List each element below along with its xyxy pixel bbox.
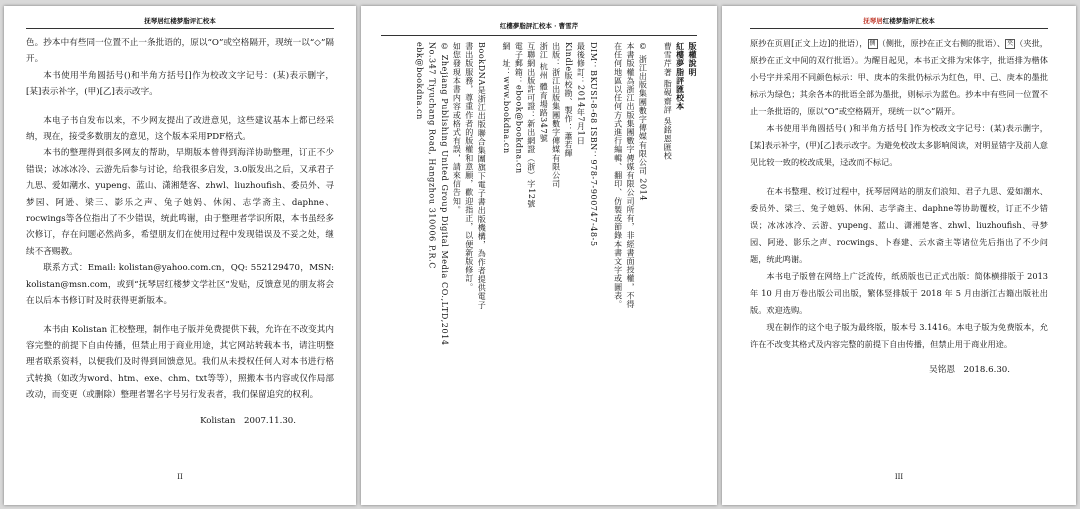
- boxed-mark: 夹: [1007, 40, 1014, 47]
- vertical-text-column: 如您發現本書内容或格式有誤，請來信告知。: [452, 42, 462, 214]
- paragraph: 联系方式：Email: kolistan@yahoo.com.cn，QQ: 552129470，MSN: kolistan@msn.com，或到“抚琴居红楼梦文学社区”发贴，反馈意见的朋友将会在以后本书修订时及时获得更新版本。: [26, 263, 334, 307]
- signature: Kolistan 2007.11.30.: [200, 415, 296, 426]
- vertical-text-column: 網 址：www.bookdna.cn: [502, 42, 511, 154]
- paragraph: 本书使用半角圆括号()和半角方括号[]作为校改文字记号：(某)表示删字，[某]表示补字，(甲)[乙]表示改字。: [26, 70, 334, 98]
- vertical-text-column: Kindle版校勘、製作：蕭若輝: [564, 42, 573, 158]
- boxed-mark: 侧: [869, 40, 876, 47]
- vertical-text-column: 電子郵箱：ebook@bookdna.cn: [514, 42, 524, 174]
- vertical-text-column: BookDNA是浙江出版聯合集團旗下電子書出版機構，為作者提供電子: [477, 42, 487, 310]
- paragraph: 现在制作的这个电子版为最终版，版本号 3.1416。本电子版为免费版本，允许在不改变其格式及内容完整的前提下自由传播，但禁止用于商业用途。: [750, 322, 1048, 349]
- paragraph: 本书电子版曾在网络上广泛流传，纸质版也已正式出版：简体横排版于 2013 年 10 月由万卷出版公司出版，繁体竖排版于 2018 年 5 月由浙江古籍出版社出版。欢迎选购。: [750, 271, 1048, 315]
- paragraph: 在本书整理、校订过程中，抚琴居网站的朋友们浪知、君子九思、爱如潮水、委员外、梁三、兔子她妈、休闲、志学斋主、daphne等协助覆校，订正不少错误；冰冰冰冷、云游、yupeng、蓝山、潇湘楚客、zhwl、liuzhoufish、寻梦园、阿逊、影乐之声、rocwings、卜春建、云水斋主等诸位先后指出了不少问题，统此鸣谢。: [750, 186, 1048, 264]
- paragraph-text: （夹批，原抄在正文中间的双行批语）。为醒目起见，本书正文排为宋体字，批语排为楷体小号字并采用不同颜色标示：甲、庚本的朱批仍标示为红色，甲、己、庚本的墨批标示为绿色；其余各本的批语全部为墨批，则标示为蓝色。抄本中有些同一位置不止一条批语的，原以“O”或空格隔开，现统一以“◇”隔开。: [750, 38, 1048, 116]
- paragraph-text: （侧批，原抄在正文右侧的批语）、: [877, 38, 1006, 48]
- vertical-text-column: 紅樓夢脂評匯校本: [675, 42, 686, 111]
- page-header: 红樓夢脂評汇校本 · 曹雪芹: [499, 22, 579, 30]
- header-accent: 抚琴居: [863, 17, 883, 25]
- vertical-text-column: © Zhejiang Publishing United Group Digital Media CO.,LTD,2014: [440, 42, 449, 346]
- vertical-text-column: 最後修訂：2014年7月1日: [576, 42, 586, 145]
- vertical-text-column: 書出版服務，尊重作者的版權和意願，歡迎指正，以便新版修訂。: [464, 42, 474, 292]
- paragraph: 本电子书自发布以来，不少网友提出了改进意见，这些建议基本上都已经采纳，现在，接受多数朋友的意见，这个版本采用PDF格式。: [26, 115, 334, 143]
- vertical-text-column: 版權說明: [688, 42, 698, 77]
- vertical-text-column: 在任何地區以任何方式進行編輯、翻印、仿製或節錄本書文字或圖表。: [613, 42, 623, 309]
- vertical-text-column: 本書版權為浙江出版集團數字傳媒有限公司所有，非經書面授權，不得: [626, 42, 635, 309]
- vertical-text-column: © 浙江出版集團數字傳媒有限公司 2014: [638, 42, 648, 202]
- vertical-text-column: No.347 Tiyuchang Road, Hangzhou 310006 P.R.C: [427, 42, 437, 270]
- vertical-text-column: 曹雪芹著 脂硯齋評 吳銘恩匯校: [663, 42, 673, 161]
- page-middle: [361, 6, 717, 505]
- page-left: [4, 6, 356, 505]
- vertical-text-column: 互聯網出版許可證：新出網證（浙）字12號: [526, 42, 536, 209]
- header-rule: [381, 35, 697, 36]
- signature: 吴铭恩 2018.6.30.: [929, 365, 1010, 375]
- page-number: II: [177, 473, 183, 481]
- paragraph: 本书由 Kolistan 汇校整理，制作电子版并免费提供下载，允许在不改变其内容完整的前提下自由传播，但禁止用于商业用途，其它网站转载本书，请注明整理者联系资料，以便我们及时得到回馈意见。我们从未授权任何人对本书进行格式转换（如改为word、htm、exe、chm、txt等等），照搬本书内容或仅作局部改动，而变更（或删除）整理者署名字号另行发表者，我们保留追究的权利。: [26, 324, 334, 401]
- paragraph-text: 原抄在页眉[正文上边]的批语），: [750, 38, 868, 48]
- vertical-text-column: 出版：浙江出版集團數字傳媒有限公司: [551, 42, 561, 189]
- paragraph: 色。抄本中有些同一位置不止一条批语的，原以“O”或空格隔开，现统一以“◇”隔开。: [26, 38, 334, 65]
- paragraph: [750, 35, 1048, 120]
- vertical-text-column: DIM：BKUSI-8-68 ISBN：978-7-900747-48-5: [588, 42, 598, 247]
- vertical-text-column: ebk@bookdna.cn: [415, 42, 425, 120]
- page-right: [722, 6, 1076, 505]
- page-header: [750, 12, 1048, 29]
- page-header: 抚琴居红楼梦脂评汇校本: [26, 12, 334, 29]
- paragraph: 本书使用半角圆括号( )和半角方括号[ ]作为校改文字记号：(某)表示删字，[某]表示补字，(甲)[乙]表示改字。为避免校改太多影响阅读，对明显错字及前人意见比较一致的校改成果，迳改而不标记。: [750, 123, 1048, 167]
- page-number: III: [894, 473, 904, 481]
- vertical-text-column: 浙江 杭州 體育場路347號: [539, 42, 549, 143]
- header-title: 红楼梦脂评汇校本: [882, 17, 935, 25]
- paragraph: 本书的整理得到很多网友的帮助，早期版本曾得到海洋协助整理，订正不少错误；冰冰冰冷、云游先后参与讨论，给我很多启发，3.0版发出之后，又承君子九思、爱如潮水、yupeng、蓝山、潇湘楚客、zhwl、liuzhoufish、委员外、寻梦园、阿逊、梁三、影乐之声、兔子她妈、休闲、志学斋主、daphne、rocwings等各位指出了不少错误，统此鸣谢，由于整理者学识所限，本书虽经多次修订，存在问题必然尚多，希望朋友们在使用过程中发现错误及不妥之处，继续不吝赐教。: [26, 148, 334, 257]
